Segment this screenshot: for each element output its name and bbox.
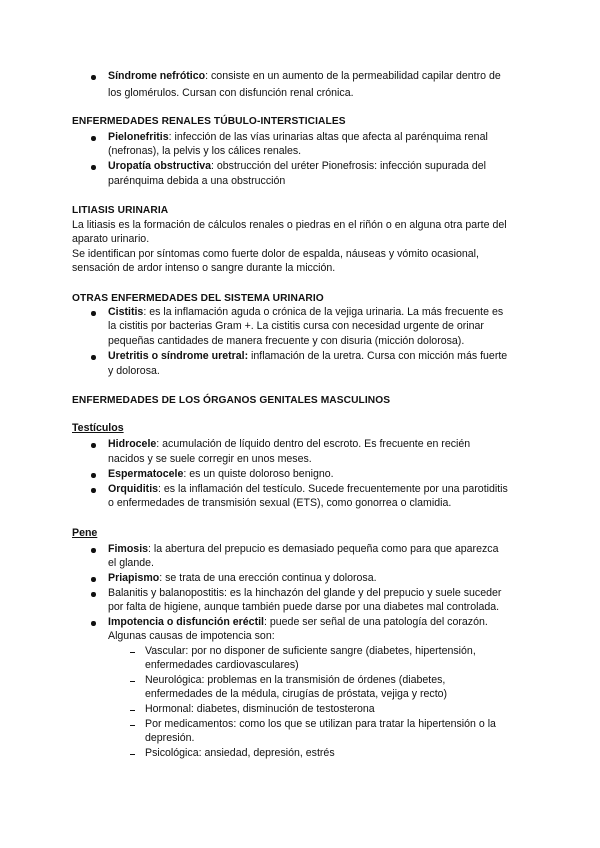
bullet-icon: [91, 75, 96, 80]
paragraph-line: La litiasis es la formación de cálculos renales o piedras en el riñón o en alguna otra parte del: [72, 219, 507, 231]
list-item: [108, 572, 377, 586]
item-text: la cistitis por bacterias Gram +. La cistitis cursa con necesidad urgente de orinar: [108, 320, 484, 332]
item-text: : la abertura del prepucio es demasiado pequeña como para que aparezca: [148, 543, 499, 555]
list-item: [108, 70, 501, 84]
bullet-icon: [91, 311, 96, 316]
item-text: o enfermedades de transmisión sexual (ETS), como gonorrea o clamidia.: [108, 497, 452, 509]
item-text: enfermedades de la médula, cirugías de próstata, vejiga y recto): [145, 688, 448, 700]
list-item: Balanitis y balanopostitis: es la hinchazón del glande y del prepucio y suele suceder: [108, 587, 502, 599]
dash-bullet-icon: [130, 681, 135, 682]
item-text: : obstrucción del uréter Pionefrosis: infección supurada del: [211, 160, 487, 172]
item-text: (nefronas), la pelvis y los cálices renales.: [108, 145, 302, 157]
term: Cistitis: [108, 306, 144, 318]
bullet-icon: [91, 488, 96, 493]
dash-bullet-icon: [130, 725, 135, 726]
item-text: : consiste en un aumento de la permeabilidad capilar dentro de: [205, 70, 501, 82]
bullet-icon: [91, 621, 96, 626]
term: Fimosis: [108, 543, 149, 555]
list-item: [108, 483, 508, 497]
list-item: [108, 616, 488, 630]
bullet-icon: [91, 577, 96, 582]
item-text: : infección de las vías urinarias altas que afecta al parénquima renal: [168, 131, 488, 143]
item-text: y dolorosa.: [108, 365, 160, 377]
subsection-title: Testículos: [72, 422, 124, 434]
bullet-icon: [91, 473, 96, 478]
bullet-icon: [91, 548, 96, 553]
item-text: el glande.: [108, 557, 154, 569]
term: Pielonefritis: [108, 131, 169, 143]
dash-bullet-icon: [130, 754, 135, 755]
item-text: inflamación de la uretra. Cursa con micción más fuerte: [248, 350, 508, 362]
term: Hidrocele: [108, 438, 157, 450]
term: Espermatocele: [108, 468, 184, 480]
bullet-icon: [91, 592, 96, 597]
bullet-icon: [91, 443, 96, 448]
bullet-icon: [91, 355, 96, 360]
item-text: nacidos y se suele corregir en unos meses.: [108, 453, 312, 465]
item-text: pequeñas cantidades de manera frecuente y con disuria (micción dolorosa).: [108, 335, 465, 347]
sub-list-item: Hormonal: diabetes, disminución de testosterona: [145, 703, 375, 715]
dash-bullet-icon: [130, 710, 135, 711]
term: Síndrome nefrótico: [108, 70, 206, 82]
item-text: : es la inflamación aguda o crónica de la vejiga urinaria. La más frecuente es: [143, 306, 504, 318]
item-text: : es un quiste doloroso benigno.: [183, 468, 334, 480]
subsection-title: Pene: [72, 527, 98, 539]
sub-list-item: Vascular: por no disponer de suficiente sangre (diabetes, hipertensión,: [145, 645, 476, 657]
item-text: Algunas causas de impotencia son:: [108, 630, 275, 642]
paragraph-line: aparato urinario.: [72, 233, 150, 245]
list-item: [108, 350, 507, 364]
list-item: [108, 306, 503, 320]
term: Uropatía obstructiva: [108, 160, 212, 172]
bullet-icon: [91, 136, 96, 141]
sub-list-item: Por medicamentos: como los que se utilizan para tratar la hipertensión o la: [145, 718, 496, 730]
item-text: depresión.: [145, 732, 195, 744]
bullet-icon: [91, 165, 96, 170]
list-item: [108, 468, 334, 482]
paragraph-line: sensación de ardor intenso o sangre durante la micción.: [72, 262, 336, 274]
dash-bullet-icon: [130, 652, 135, 653]
item-text: : se trata de una erección continua y dolorosa.: [159, 572, 377, 584]
item-text: : puede ser señal de una patología del corazón.: [264, 616, 488, 628]
list-item: [108, 131, 488, 145]
list-item: [108, 160, 486, 174]
term: Priapismo: [108, 572, 160, 584]
paragraph-line: Se identifican por síntomas como fuerte dolor de espalda, náuseas y vómito ocasional,: [72, 248, 479, 260]
item-text: : acumulación de líquido dentro del escroto. Es frecuente en recién: [156, 438, 471, 450]
item-text: : es la inflamación del testículo. Sucede frecuentemente por una parotiditis: [158, 483, 508, 495]
section-heading: ENFERMEDADES RENALES TÚBULO-INTERSTICIALES: [72, 116, 346, 127]
item-text: enfermedades cardiovasculares): [145, 659, 299, 671]
term: Orquiditis: [108, 483, 159, 495]
item-text: los glomérulos. Cursan con disfunción renal crónica.: [108, 87, 354, 99]
sub-list-item: Psicológica: ansiedad, depresión, estrés: [145, 747, 335, 759]
item-text: por falta de higiene, aunque también puede darse por una diabetes mal controlada.: [108, 601, 500, 613]
list-item: [108, 438, 470, 452]
section-heading: LITIASIS URINARIA: [72, 205, 169, 216]
section-heading: OTRAS ENFERMEDADES DEL SISTEMA URINARIO: [72, 293, 324, 304]
item-text: parénquima debida a una obstrucción: [108, 175, 286, 187]
sub-list-item: Neurológica: problemas en la transmisión de órdenes (diabetes,: [145, 674, 446, 686]
term: Impotencia o disfunción eréctil: [108, 616, 264, 628]
term: Uretritis o síndrome uretral:: [108, 350, 249, 362]
section-heading: ENFERMEDADES DE LOS ÓRGANOS GENITALES MASCULINOS: [72, 395, 391, 406]
list-item: [108, 543, 498, 557]
